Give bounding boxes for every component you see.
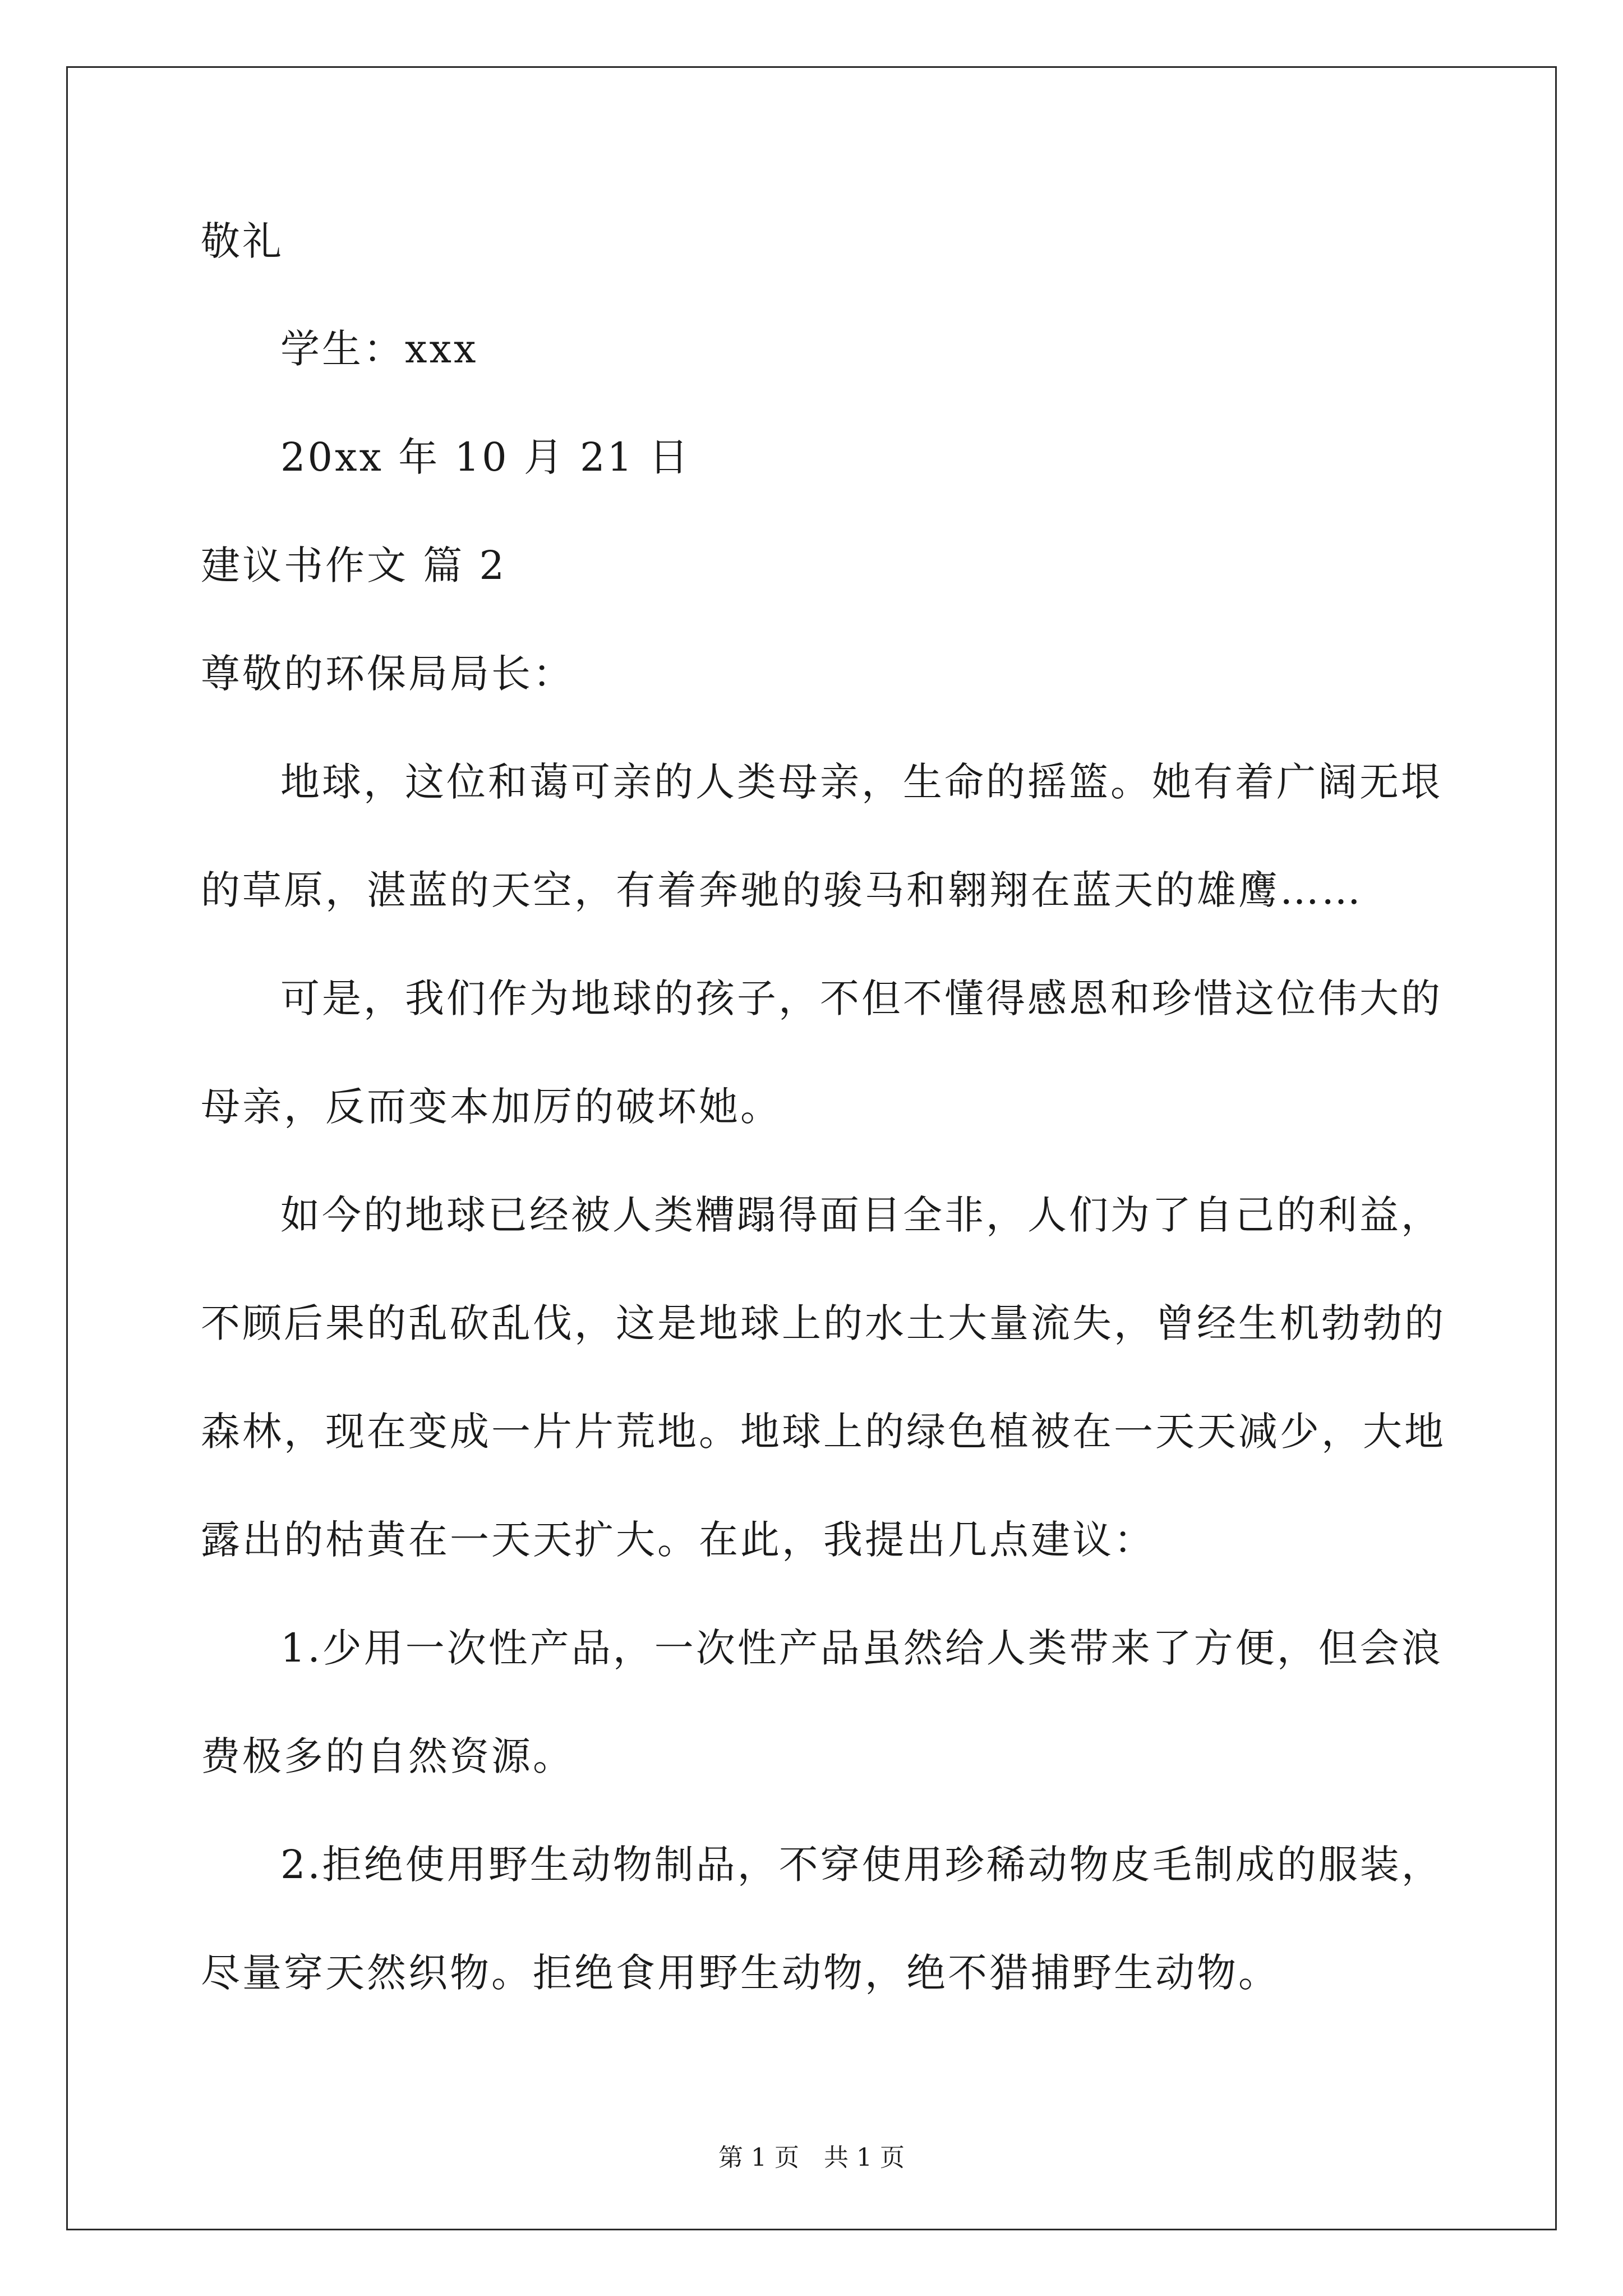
paragraph-line: 露出的枯黄在一天天扩大。在此，我提出几点建议： [201,1517,1155,1563]
paragraph-line: 1.少用一次性产品，一次性产品虽然给人类带来了方便，但会浪 [280,1625,1443,1671]
paragraph-line: 母亲，反而变本加厉的破坏她。 [201,1084,782,1130]
paragraph-line: 尽量穿天然织物。拒绝食用野生动物，绝不猎捕野生动物。 [201,1950,1280,1996]
section-title: 建议书作文 篇 2 [201,542,507,588]
salutation: 尊敬的环保局局长： [201,651,574,697]
paragraph-line: 不顾后果的乱砍乱伐，这是地球上的水土大量流失，曾经生机勃勃的 [201,1300,1446,1346]
closing-line: 敬礼 [201,218,284,264]
paragraph-line: 地球，这位和蔼可亲的人类母亲，生命的摇篮。她有着广阔无垠 [280,759,1442,805]
date-line: 20xx 年 10 月 21 日 [280,434,691,480]
paragraph-line: 如今的地球已经被人类糟蹋得面目全非，人们为了自己的利益， [280,1192,1442,1238]
page-footer: 第 1 页 共 1 页 [718,2143,905,2172]
paragraph-line: 可是，我们作为地球的孩子，不但不懂得感恩和珍惜这位伟大的 [280,976,1442,1022]
paragraph-line: 的草原，湛蓝的天空，有着奔驰的骏马和翱翔在蓝天的雄鹰…… [201,867,1363,913]
paragraph-line: 2.拒绝使用野生动物制品，不穿使用珍稀动物皮毛制成的服装， [280,1842,1443,1888]
paragraph-line: 森林，现在变成一片片荒地。地球上的绿色植被在一天天减少，大地 [201,1409,1446,1455]
paragraph-line: 费极多的自然资源。 [201,1733,574,1779]
page-border [66,66,1557,2230]
signature-line: 学生：xxx [280,326,478,372]
